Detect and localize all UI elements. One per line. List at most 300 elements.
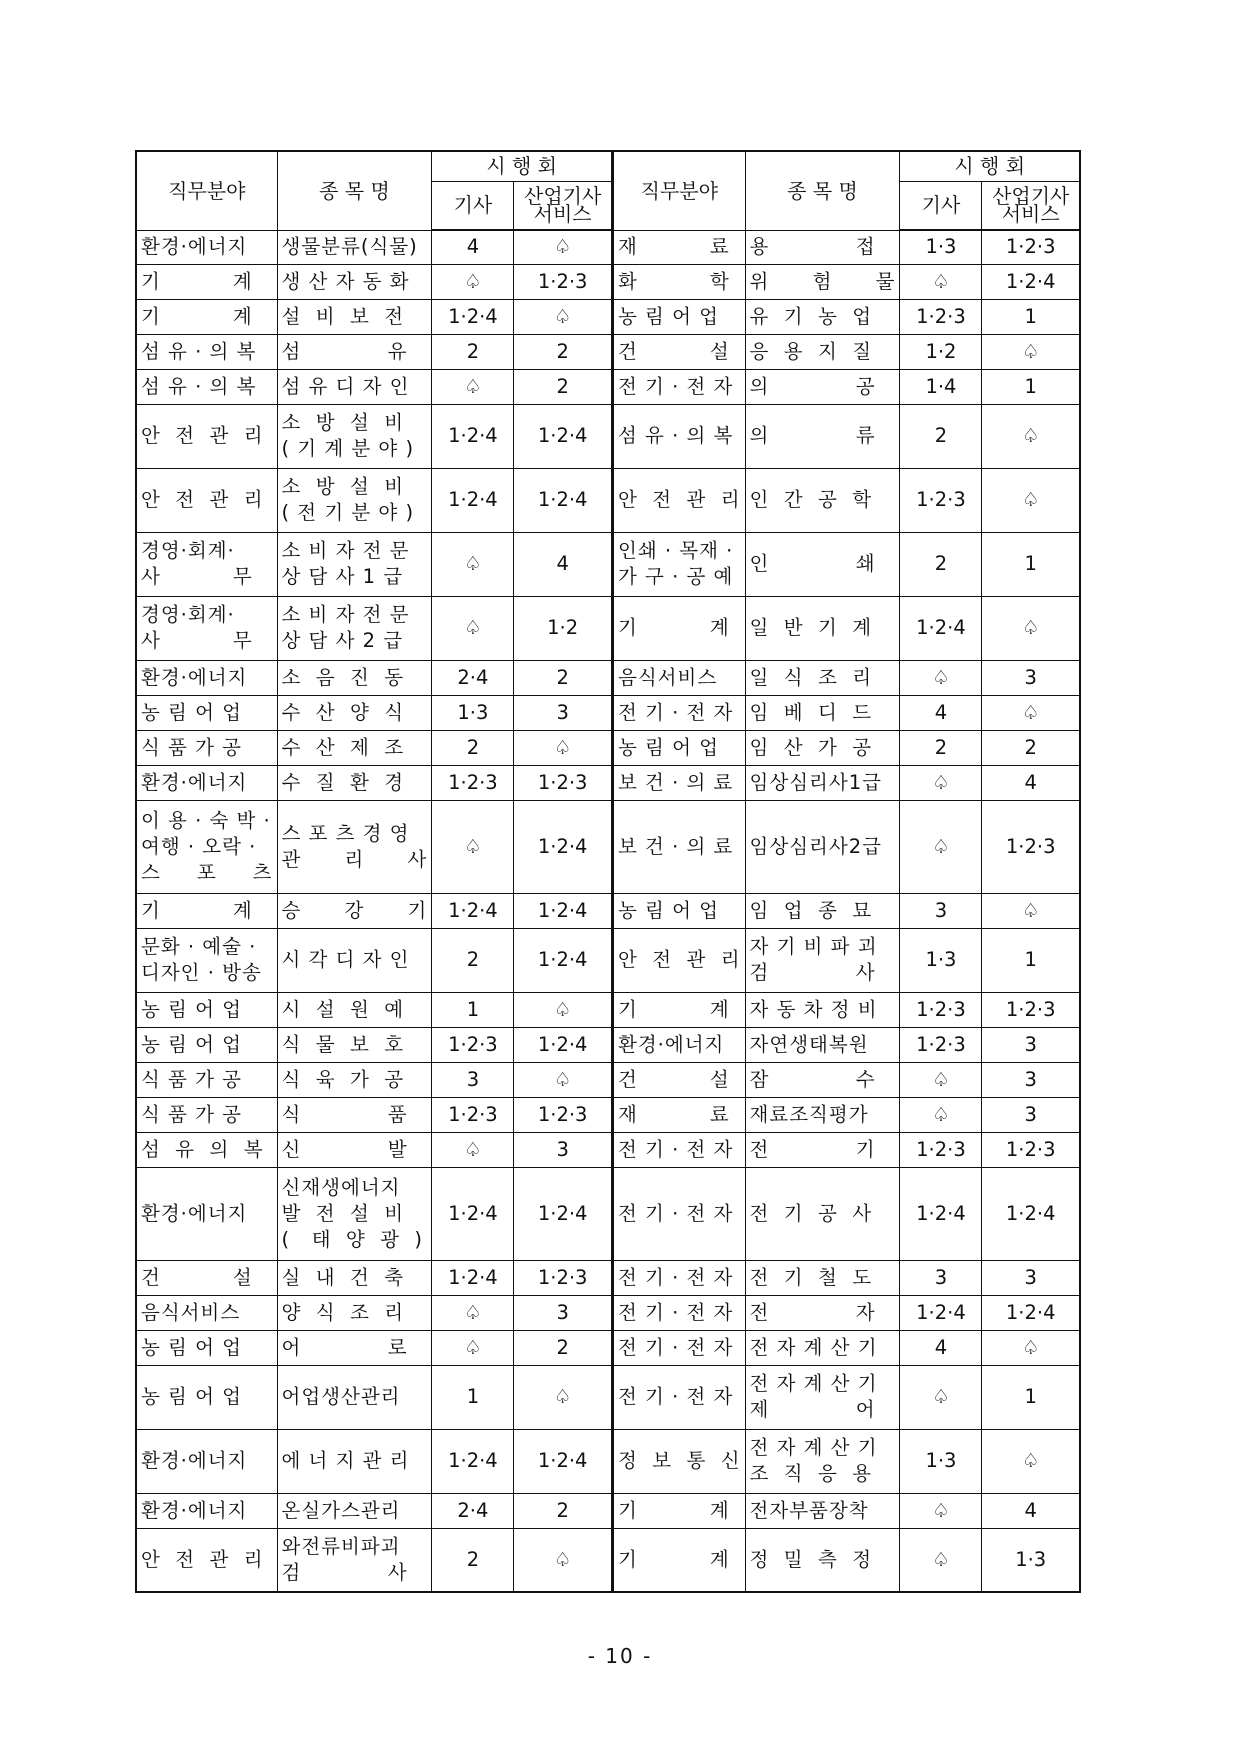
table-row [136, 299, 612, 334]
header-field: 직무분야 [136, 151, 277, 230]
item-name-cell: 실 내 건 축 [277, 1260, 432, 1295]
job-field-cell: 화 학 [613, 264, 745, 299]
engineer-session-cell: ♤ [900, 1493, 982, 1528]
job-field-cell: 건 설 [136, 1260, 277, 1295]
table-row [613, 1295, 1080, 1330]
engineer-session-cell: ♤ [900, 1097, 982, 1132]
item-name-cell: 섬 유 [277, 334, 432, 369]
header-sessions: 시 행 회 [432, 151, 612, 181]
industrial-session-cell: 1·2·4 [514, 1167, 612, 1260]
header-sessions: 시 행 회 [900, 151, 1080, 181]
table-row [613, 1027, 1080, 1062]
industrial-session-cell: 2 [982, 730, 1080, 765]
job-field-cell: 농 림 어 업 [136, 695, 277, 730]
engineer-session-cell: ♤ [900, 800, 982, 893]
table-row [613, 1429, 1080, 1493]
industrial-session-cell: 4 [514, 532, 612, 596]
job-field-cell: 섬 유 · 의 복 [613, 404, 745, 468]
industrial-session-cell: 4 [982, 1493, 1080, 1528]
item-name-cell: 소 음 진 동 [277, 660, 432, 695]
table-row [136, 730, 612, 765]
industrial-session-cell: 2 [514, 334, 612, 369]
job-field-cell: 재 료 [613, 230, 745, 264]
job-field-cell: 전 기 · 전 자 [613, 1260, 745, 1295]
engineer-session-cell: 1·2·4 [432, 404, 514, 468]
item-name-cell: 일 반 기 계 [745, 596, 900, 660]
industrial-session-cell: 3 [982, 1097, 1080, 1132]
item-name-cell: 응 용 지 질 [745, 334, 900, 369]
engineer-session-cell: ♤ [432, 264, 514, 299]
job-field-cell: 농 림 어 업 [136, 1027, 277, 1062]
industrial-session-cell: 3 [982, 1027, 1080, 1062]
industrial-session-cell: 1 [982, 1365, 1080, 1429]
table-row [136, 1132, 612, 1167]
table-row [136, 800, 612, 893]
engineer-session-cell: 2 [432, 928, 514, 992]
job-field-cell: 음식서비스 [613, 660, 745, 695]
job-field-cell: 식 품 가 공 [136, 1062, 277, 1097]
job-field-cell: 이 용 · 숙 박 · 여행 · 오락 · 스 포 츠 [136, 800, 277, 893]
engineer-session-cell: 3 [432, 1062, 514, 1097]
item-name-cell: 신재생에너지 발 전 설 비 ( 태 양 광 ) [277, 1167, 432, 1260]
item-name-cell: 양 식 조 리 [277, 1295, 432, 1330]
job-field-cell: 전 기 · 전 자 [613, 695, 745, 730]
job-field-cell: 기 계 [613, 1528, 745, 1592]
item-name-cell: 정 밀 측 정 [745, 1528, 900, 1592]
engineer-session-cell: ♤ [900, 264, 982, 299]
job-field-cell: 보 건 · 의 료 [613, 765, 745, 800]
table-row [136, 230, 612, 264]
table-row [136, 369, 612, 404]
item-name-cell: 자연생태복원 [745, 1027, 900, 1062]
industrial-session-cell: 2 [514, 1330, 612, 1365]
job-field-cell: 농 림 어 업 [136, 992, 277, 1027]
industrial-session-cell: ♤ [982, 596, 1080, 660]
engineer-session-cell: ♤ [900, 660, 982, 695]
job-field-cell: 보 건 · 의 료 [613, 800, 745, 893]
table-row [136, 264, 612, 299]
item-name-cell: 설 비 보 전 [277, 299, 432, 334]
table-row [136, 1097, 612, 1132]
item-name-cell: 와전류비파괴 검 사 [277, 1528, 432, 1592]
job-field-cell: 섬 유 · 의 복 [136, 334, 277, 369]
engineer-session-cell: 1·2·3 [432, 1027, 514, 1062]
industrial-session-cell: 3 [514, 1132, 612, 1167]
job-field-cell: 환경·에너지 [136, 660, 277, 695]
industrial-session-cell: ♤ [982, 1330, 1080, 1365]
table-row [136, 532, 612, 596]
table-row [613, 1260, 1080, 1295]
table-row [613, 264, 1080, 299]
item-name-cell: 임상심리사1급 [745, 765, 900, 800]
item-name-cell: 수 산 양 식 [277, 695, 432, 730]
table-row [613, 596, 1080, 660]
job-field-cell: 문화 · 예술 · 디자인 · 방송 [136, 928, 277, 992]
item-name-cell: 전자부품장착 [745, 1493, 900, 1528]
industrial-session-cell: 1 [982, 532, 1080, 596]
industrial-session-cell: ♤ [514, 992, 612, 1027]
item-name-cell: 시 각 디 자 인 [277, 928, 432, 992]
engineer-session-cell: ♤ [432, 532, 514, 596]
engineer-session-cell: 2 [900, 532, 982, 596]
engineer-session-cell: ♤ [432, 800, 514, 893]
table-row [613, 230, 1080, 264]
job-field-cell: 안 전 관 리 [136, 404, 277, 468]
table-row [136, 765, 612, 800]
item-name-cell: 소 비 자 전 문 상 담 사 1 급 [277, 532, 432, 596]
item-name-cell: 전 기 [745, 1132, 900, 1167]
engineer-session-cell: 1·2·3 [432, 765, 514, 800]
industrial-session-cell: 1 [982, 369, 1080, 404]
engineer-session-cell: 1·2·4 [432, 1429, 514, 1493]
item-name-cell: 임 베 디 드 [745, 695, 900, 730]
table-row [613, 1167, 1080, 1260]
engineer-session-cell: 4 [900, 1330, 982, 1365]
item-name-cell: 임 업 종 묘 [745, 893, 900, 928]
engineer-session-cell: 1·3 [900, 928, 982, 992]
industrial-session-cell: 2 [514, 1493, 612, 1528]
table-row [136, 1167, 612, 1260]
job-field-cell: 전 기 · 전 자 [613, 1132, 745, 1167]
item-name-cell: 인 쇄 [745, 532, 900, 596]
item-name-cell: 시 설 원 예 [277, 992, 432, 1027]
engineer-session-cell: 1·2 [900, 334, 982, 369]
industrial-session-cell: 1·2·3 [982, 992, 1080, 1027]
industrial-session-cell: 1·2·3 [514, 765, 612, 800]
item-name-cell: 전 기 공 사 [745, 1167, 900, 1260]
engineer-session-cell: 1·2·3 [432, 1097, 514, 1132]
header-field: 직무분야 [613, 151, 745, 230]
item-name-cell: 의 류 [745, 404, 900, 468]
engineer-session-cell: 1·2·3 [900, 468, 982, 532]
industrial-session-cell: 1·3 [982, 1528, 1080, 1592]
engineer-session-cell: ♤ [432, 1132, 514, 1167]
engineer-session-cell: 4 [900, 695, 982, 730]
industrial-session-cell: 1·2·4 [514, 893, 612, 928]
table-row [613, 800, 1080, 893]
industrial-session-cell: 4 [982, 765, 1080, 800]
exam-table-right [612, 150, 1081, 1593]
engineer-session-cell: 1·2·4 [432, 468, 514, 532]
job-field-cell: 안 전 관 리 [613, 468, 745, 532]
table-row [136, 1330, 612, 1365]
job-field-cell: 식 품 가 공 [136, 1097, 277, 1132]
item-name-cell: 전 자 [745, 1295, 900, 1330]
item-name-cell: 소 방 설 비 ( 기 계 분 야 ) [277, 404, 432, 468]
engineer-session-cell: 1·2·4 [900, 596, 982, 660]
table-row [613, 893, 1080, 928]
header-engineer: 기사 [900, 181, 982, 230]
item-name-cell: 자 동 차 정 비 [745, 992, 900, 1027]
industrial-session-cell: 3 [982, 660, 1080, 695]
industrial-session-cell: 2 [514, 660, 612, 695]
engineer-session-cell: 1·2·4 [432, 299, 514, 334]
industrial-session-cell: 1·2·3 [982, 800, 1080, 893]
job-field-cell: 농 림 어 업 [136, 1365, 277, 1429]
engineer-session-cell: 1·3 [900, 1429, 982, 1493]
industrial-session-cell: 1·2·3 [982, 230, 1080, 264]
job-field-cell: 건 설 [613, 334, 745, 369]
job-field-cell: 경영·회계· 사 무 [136, 596, 277, 660]
table-row [613, 1062, 1080, 1097]
job-field-cell: 안 전 관 리 [613, 928, 745, 992]
header-engineer: 기사 [432, 181, 514, 230]
table-row [613, 404, 1080, 468]
table-row [136, 695, 612, 730]
item-name-cell: 어 로 [277, 1330, 432, 1365]
item-name-cell: 소 비 자 전 문 상 담 사 2 급 [277, 596, 432, 660]
table-row [136, 1027, 612, 1062]
table-row [613, 1493, 1080, 1528]
job-field-cell: 섬 유 의 복 [136, 1132, 277, 1167]
industrial-session-cell: 3 [982, 1260, 1080, 1295]
engineer-session-cell: 4 [432, 230, 514, 264]
industrial-session-cell: ♤ [514, 730, 612, 765]
job-field-cell: 기 계 [613, 1493, 745, 1528]
table-row [136, 1260, 612, 1295]
item-name-cell: 재료조직평가 [745, 1097, 900, 1132]
item-name-cell: 전 기 철 도 [745, 1260, 900, 1295]
table-row [613, 299, 1080, 334]
job-field-cell: 환경·에너지 [136, 230, 277, 264]
item-name-cell: 자 기 비 파 괴 검 사 [745, 928, 900, 992]
job-field-cell: 환경·에너지 [613, 1027, 745, 1062]
item-name-cell: 위 험 물 [745, 264, 900, 299]
engineer-session-cell: 1·4 [900, 369, 982, 404]
industrial-session-cell: 1·2·4 [514, 800, 612, 893]
industrial-session-cell: 1·2·4 [514, 1027, 612, 1062]
item-name-cell: 잠 수 [745, 1062, 900, 1097]
job-field-cell: 농 림 어 업 [613, 730, 745, 765]
industrial-session-cell: 1·2·4 [514, 1429, 612, 1493]
job-field-cell: 섬 유 · 의 복 [136, 369, 277, 404]
industrial-session-cell: ♤ [982, 404, 1080, 468]
table-row [613, 1365, 1080, 1429]
industrial-session-cell: 1·2·4 [514, 468, 612, 532]
industrial-session-cell: 1·2·4 [514, 928, 612, 992]
item-name-cell: 승 강 기 [277, 893, 432, 928]
job-field-cell: 기 계 [613, 596, 745, 660]
industrial-session-cell: 3 [514, 1295, 612, 1330]
engineer-session-cell: ♤ [432, 1295, 514, 1330]
engineer-session-cell: 1·2·3 [900, 299, 982, 334]
table-row [613, 660, 1080, 695]
table-row [136, 1365, 612, 1429]
engineer-session-cell: 1·3 [432, 695, 514, 730]
exam-table-left [135, 150, 613, 1593]
item-name-cell: 식 물 보 호 [277, 1027, 432, 1062]
table-row [136, 1062, 612, 1097]
engineer-session-cell: 2 [432, 730, 514, 765]
job-field-cell: 경영·회계· 사 무 [136, 532, 277, 596]
job-field-cell: 환경·에너지 [136, 1493, 277, 1528]
industrial-session-cell: ♤ [982, 1429, 1080, 1493]
job-field-cell: 음식서비스 [136, 1295, 277, 1330]
job-field-cell: 농 림 어 업 [136, 1330, 277, 1365]
engineer-session-cell: 1·2·3 [900, 1027, 982, 1062]
engineer-session-cell: ♤ [432, 1330, 514, 1365]
item-name-cell: 에 너 지 관 리 [277, 1429, 432, 1493]
engineer-session-cell: 2·4 [432, 660, 514, 695]
table-row [613, 1097, 1080, 1132]
industrial-session-cell: 1·2·4 [982, 264, 1080, 299]
item-name-cell: 신 발 [277, 1132, 432, 1167]
job-field-cell: 농 림 어 업 [613, 299, 745, 334]
job-field-cell: 환경·에너지 [136, 1429, 277, 1493]
header-name: 종 목 명 [745, 151, 900, 230]
industrial-session-cell: 1·2·3 [982, 1132, 1080, 1167]
job-field-cell: 전 기 · 전 자 [613, 1295, 745, 1330]
table-row [136, 1528, 612, 1592]
header-industrial: 산업기사 서비스 [982, 181, 1080, 230]
industrial-session-cell: ♤ [982, 893, 1080, 928]
job-field-cell: 기 계 [136, 893, 277, 928]
engineer-session-cell: 1·2·4 [432, 1167, 514, 1260]
industrial-session-cell: 1·2·3 [514, 1097, 612, 1132]
job-field-cell: 전 기 · 전 자 [613, 1330, 745, 1365]
job-field-cell: 안 전 관 리 [136, 1528, 277, 1592]
industrial-session-cell: ♤ [514, 1062, 612, 1097]
engineer-session-cell: ♤ [900, 1062, 982, 1097]
industrial-session-cell: 1·2·3 [514, 264, 612, 299]
engineer-session-cell: 1 [432, 1365, 514, 1429]
item-name-cell: 전 자 계 산 기 제 어 [745, 1365, 900, 1429]
engineer-session-cell: 2 [900, 730, 982, 765]
item-name-cell: 유 기 농 업 [745, 299, 900, 334]
job-field-cell: 환경·에너지 [136, 765, 277, 800]
table-row [136, 1295, 612, 1330]
job-field-cell: 기 계 [136, 299, 277, 334]
industrial-session-cell: 1·2 [514, 596, 612, 660]
table-row [613, 369, 1080, 404]
item-name-cell: 어업생산관리 [277, 1365, 432, 1429]
item-name-cell: 인 간 공 학 [745, 468, 900, 532]
industrial-session-cell: 3 [982, 1062, 1080, 1097]
industrial-session-cell: 1 [982, 299, 1080, 334]
engineer-session-cell: 1·3 [900, 230, 982, 264]
engineer-session-cell: 1·2·4 [900, 1167, 982, 1260]
page-number: - 10 - [587, 1644, 653, 1668]
table-row [136, 596, 612, 660]
item-name-cell: 전 자 계 산 기 [745, 1330, 900, 1365]
job-field-cell: 기 계 [136, 264, 277, 299]
table-row [136, 893, 612, 928]
item-name-cell: 임 산 가 공 [745, 730, 900, 765]
engineer-session-cell: 1·2·4 [432, 1260, 514, 1295]
table-row [613, 695, 1080, 730]
table-row [613, 928, 1080, 992]
table-row [136, 1429, 612, 1493]
job-field-cell: 전 기 · 전 자 [613, 1167, 745, 1260]
item-name-cell: 온실가스관리 [277, 1493, 432, 1528]
job-field-cell: 기 계 [613, 992, 745, 1027]
header-industrial: 산업기사 서비스 [514, 181, 612, 230]
table-row [136, 992, 612, 1027]
industrial-session-cell: 2 [514, 369, 612, 404]
industrial-session-cell: 3 [514, 695, 612, 730]
table-row [136, 334, 612, 369]
engineer-session-cell: ♤ [900, 1365, 982, 1429]
engineer-session-cell: 3 [900, 1260, 982, 1295]
industrial-session-cell: 1·2·4 [982, 1295, 1080, 1330]
job-field-cell: 식 품 가 공 [136, 730, 277, 765]
industrial-session-cell: ♤ [514, 230, 612, 264]
table-row [613, 1528, 1080, 1592]
table-row [613, 730, 1080, 765]
engineer-session-cell: 2·4 [432, 1493, 514, 1528]
engineer-session-cell: 1·2·4 [432, 893, 514, 928]
engineer-session-cell: 1·2·3 [900, 992, 982, 1027]
table-row [613, 1330, 1080, 1365]
item-name-cell: 식 육 가 공 [277, 1062, 432, 1097]
engineer-session-cell: ♤ [900, 1528, 982, 1592]
industrial-session-cell: ♤ [982, 695, 1080, 730]
item-name-cell: 의 공 [745, 369, 900, 404]
item-name-cell: 소 방 설 비 ( 전 기 분 야 ) [277, 468, 432, 532]
engineer-session-cell: ♤ [900, 765, 982, 800]
job-field-cell: 전 기 · 전 자 [613, 369, 745, 404]
industrial-session-cell: 1·2·4 [982, 1167, 1080, 1260]
industrial-session-cell: 1 [982, 928, 1080, 992]
job-field-cell: 안 전 관 리 [136, 468, 277, 532]
engineer-session-cell: ♤ [432, 596, 514, 660]
table-row [136, 468, 612, 532]
job-field-cell: 건 설 [613, 1062, 745, 1097]
industrial-session-cell: ♤ [514, 1365, 612, 1429]
table-row [613, 468, 1080, 532]
item-name-cell: 섬 유 디 자 인 [277, 369, 432, 404]
industrial-session-cell: ♤ [982, 468, 1080, 532]
item-name-cell: 수 산 제 조 [277, 730, 432, 765]
table-row [613, 532, 1080, 596]
table-row [136, 404, 612, 468]
engineer-session-cell: 3 [900, 893, 982, 928]
table-row [136, 1493, 612, 1528]
item-name-cell: 용 접 [745, 230, 900, 264]
item-name-cell: 수 질 환 경 [277, 765, 432, 800]
item-name-cell: 임상심리사2급 [745, 800, 900, 893]
job-field-cell: 재 료 [613, 1097, 745, 1132]
engineer-session-cell: 2 [432, 334, 514, 369]
job-field-cell: 전 기 · 전 자 [613, 1365, 745, 1429]
item-name-cell: 일 식 조 리 [745, 660, 900, 695]
engineer-session-cell: 2 [900, 404, 982, 468]
industrial-session-cell: ♤ [514, 1528, 612, 1592]
table-row [136, 660, 612, 695]
industrial-session-cell: ♤ [982, 334, 1080, 369]
job-field-cell: 환경·에너지 [136, 1167, 277, 1260]
industrial-session-cell: 1·2·4 [514, 404, 612, 468]
item-name-cell: 생물분류(식물) [277, 230, 432, 264]
industrial-session-cell: ♤ [514, 299, 612, 334]
item-name-cell: 생 산 자 동 화 [277, 264, 432, 299]
header-name: 종 목 명 [277, 151, 432, 230]
table-row [613, 765, 1080, 800]
engineer-session-cell: ♤ [432, 369, 514, 404]
table-row [613, 1132, 1080, 1167]
item-name-cell: 식 품 [277, 1097, 432, 1132]
item-name-cell: 전 자 계 산 기 조 직 응 용 [745, 1429, 900, 1493]
table-row [136, 928, 612, 992]
job-field-cell: 정 보 통 신 [613, 1429, 745, 1493]
item-name-cell: 스 포 츠 경 영 관 리 사 [277, 800, 432, 893]
industrial-session-cell: 1·2·3 [514, 1260, 612, 1295]
engineer-session-cell: 1·2·3 [900, 1132, 982, 1167]
engineer-session-cell: 1 [432, 992, 514, 1027]
table-row [613, 992, 1080, 1027]
job-field-cell: 농 림 어 업 [613, 893, 745, 928]
engineer-session-cell: 1·2·4 [900, 1295, 982, 1330]
